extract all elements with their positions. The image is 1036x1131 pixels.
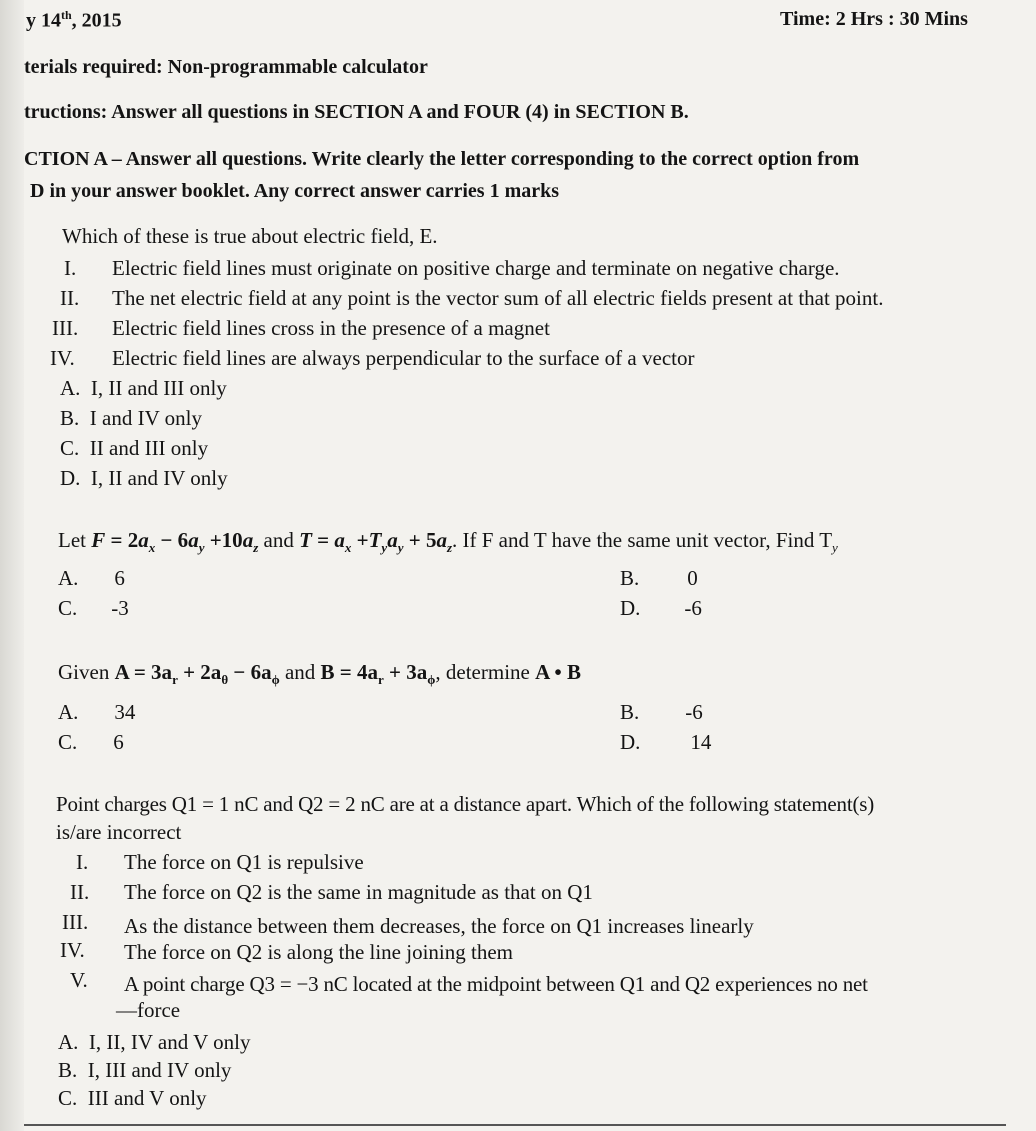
date-year: , 2015 <box>71 9 122 32</box>
q2-option-a[interactable] <box>58 566 125 591</box>
q1-statement-num-4: IV. <box>50 346 75 370</box>
q4-stem-line-1: Point charges Q1 = 1 nC and Q2 = 2 nC are at a distance apart. Which of the following statement(s) <box>56 792 875 816</box>
q3-given: Given <box>58 660 115 684</box>
q1-option-c[interactable] <box>60 436 208 461</box>
sub-y: y <box>198 540 205 556</box>
unit-a: a <box>436 528 447 552</box>
page-margin <box>0 0 24 1131</box>
var-F: F <box>91 528 106 552</box>
option-text: I, II and IV only <box>90 466 228 490</box>
unit-a: a <box>188 528 199 552</box>
q3-part: = 3a <box>128 660 173 684</box>
option-text: I, III and IV only <box>87 1058 232 1082</box>
q4-statement-2: The force on Q2 is the same in magnitude as that on Q1 <box>124 880 593 904</box>
q4-statement-1: The force on Q1 is repulsive <box>124 850 364 874</box>
dot-product: A • B <box>535 660 581 684</box>
option-letter: A. <box>58 1030 79 1054</box>
q1-stem: Which of these is true about electric field, E. <box>62 224 438 248</box>
option-letter: C. <box>60 436 80 460</box>
var-T: T <box>299 528 312 552</box>
q2-part: + 5 <box>403 528 437 552</box>
sub-y: y <box>832 540 838 556</box>
q2-part: = 2 <box>105 528 139 552</box>
var-A: A <box>114 660 129 684</box>
exam-date <box>26 8 122 33</box>
option-letter: B. <box>58 1058 78 1082</box>
option-text: II and III only <box>89 436 209 460</box>
section-a-line-2: D in your answer booklet. Any correct answer carries 1 marks <box>30 180 560 202</box>
q2-option-c[interactable] <box>58 596 129 621</box>
unit-a: a <box>242 528 254 552</box>
sub-r: r <box>378 672 384 688</box>
option-text: -3 <box>111 596 129 620</box>
sub-z: z <box>446 540 453 556</box>
option-letter: A. <box>58 700 79 724</box>
q3-option-a[interactable] <box>58 700 135 725</box>
q3-part: − 6a <box>228 660 272 684</box>
sub-y: y <box>381 540 388 556</box>
q3-part: + 3a <box>383 660 428 684</box>
q2-part: + <box>351 528 369 552</box>
var-Ty: T <box>368 528 382 552</box>
sub-phi: ϕ <box>271 672 280 688</box>
q4-statement-5-continued: —force <box>116 998 181 1022</box>
q4-statement-num-5: V. <box>70 968 88 992</box>
option-text: -6 <box>685 700 703 724</box>
q1-statement-2: The net electric field at any point is the vector sum of all electric fields present at that point. <box>112 286 884 310</box>
q3-option-d[interactable] <box>620 730 711 755</box>
unit-a: a <box>387 528 398 552</box>
q4-option-c[interactable] <box>58 1086 207 1111</box>
option-text: 6 <box>114 566 125 590</box>
q1-statement-num-1: I. <box>64 256 77 280</box>
q2-option-d[interactable] <box>620 596 702 621</box>
q1-statement-3: Electric field lines cross in the presence of a magnet <box>112 316 550 340</box>
sub-theta: θ <box>221 672 229 688</box>
option-text: 0 <box>687 566 698 590</box>
q4-statement-5: A point charge Q3 = −3 nC located at the midpoint between Q1 and Q2 experiences no net <box>124 972 868 996</box>
q4-statement-num-2: II. <box>70 880 90 904</box>
option-text: I and IV only <box>89 406 202 430</box>
q1-statement-4: Electric field lines are always perpendicular to the surface of a vector <box>112 346 695 370</box>
option-letter: B. <box>60 406 80 430</box>
q2-let: Let <box>58 528 86 552</box>
section-a-line-1: CTION A – Answer all questions. Write clearly the letter corresponding to the correct option from <box>24 148 860 170</box>
unit-a: a <box>334 528 345 552</box>
option-letter: C. <box>58 1086 78 1110</box>
option-text: 14 <box>690 730 712 754</box>
q2-part: = <box>311 528 335 552</box>
q3-part: = 4a <box>334 660 379 684</box>
q2-and: and <box>258 528 300 552</box>
q4-stem-line-2: is/are incorrect <box>56 820 182 844</box>
option-text: 6 <box>113 730 124 754</box>
option-letter: C. <box>58 730 78 754</box>
option-text: 34 <box>114 700 136 724</box>
q4-option-b[interactable] <box>58 1058 231 1083</box>
q2-tail: . If F and T have the same unit vector, Find T <box>452 528 833 552</box>
var-B: B <box>320 660 335 684</box>
exam-time: Time: 2 Hrs : 30 Mins <box>780 8 968 30</box>
q2-option-b[interactable] <box>620 566 698 591</box>
option-letter: D. <box>620 596 641 620</box>
q1-option-a[interactable] <box>60 376 227 401</box>
q4-option-a[interactable] <box>58 1030 251 1055</box>
q1-option-b[interactable] <box>60 406 202 431</box>
q3-option-c[interactable] <box>58 730 124 755</box>
q1-statement-1: Electric field lines must originate on positive charge and terminate on negative charge. <box>112 256 840 280</box>
sub-z: z <box>253 540 259 556</box>
q3-and: and <box>279 660 321 684</box>
sub-x: x <box>148 540 156 556</box>
option-letter: D. <box>60 466 81 490</box>
option-letter: D. <box>620 730 641 754</box>
option-text: I, II, IV and V only <box>88 1030 251 1054</box>
option-letter: B. <box>620 566 640 590</box>
q1-statement-num-2: II. <box>60 286 80 310</box>
q1-statement-num-3: III. <box>52 316 79 340</box>
q4-statement-num-3: III. <box>62 910 89 934</box>
option-letter: A. <box>58 566 79 590</box>
instructions-line: tructions: Answer all questions in SECTION A and FOUR (4) in SECTION B. <box>24 101 689 123</box>
sub-x: x <box>344 540 352 556</box>
sub-phi: ϕ <box>427 672 436 688</box>
q3-part: + 2a <box>177 660 222 684</box>
option-letter: A. <box>60 376 81 400</box>
q4-statement-3: As the distance between them decreases, the force on Q1 increases linearly <box>124 914 754 938</box>
q3-stem <box>58 660 581 688</box>
option-text: -6 <box>684 596 702 620</box>
bottom-rule <box>24 1124 1006 1126</box>
option-text: I, II and III only <box>90 376 227 400</box>
q3-determine: , determine <box>435 660 536 684</box>
q2-part: − 6 <box>155 528 189 552</box>
q3-option-b[interactable] <box>620 700 703 725</box>
q2-stem <box>58 528 838 556</box>
option-letter: C. <box>58 596 78 620</box>
date-superscript: th <box>61 8 72 22</box>
q4-statement-num-1: I. <box>76 850 89 874</box>
unit-a: a <box>138 528 149 552</box>
materials-line: terials required: Non-programmable calculator <box>24 56 428 78</box>
q1-option-d[interactable] <box>60 466 228 491</box>
option-letter: B. <box>620 700 640 724</box>
date-text: y 14 <box>26 9 61 32</box>
sub-r: r <box>172 672 178 688</box>
sub-y: y <box>397 540 404 556</box>
option-text: III and V only <box>87 1086 207 1110</box>
q4-statement-4: The force on Q2 is along the line joining them <box>124 940 513 964</box>
q4-statement-num-4: IV. <box>60 938 85 962</box>
q2-part: +10 <box>204 528 243 552</box>
